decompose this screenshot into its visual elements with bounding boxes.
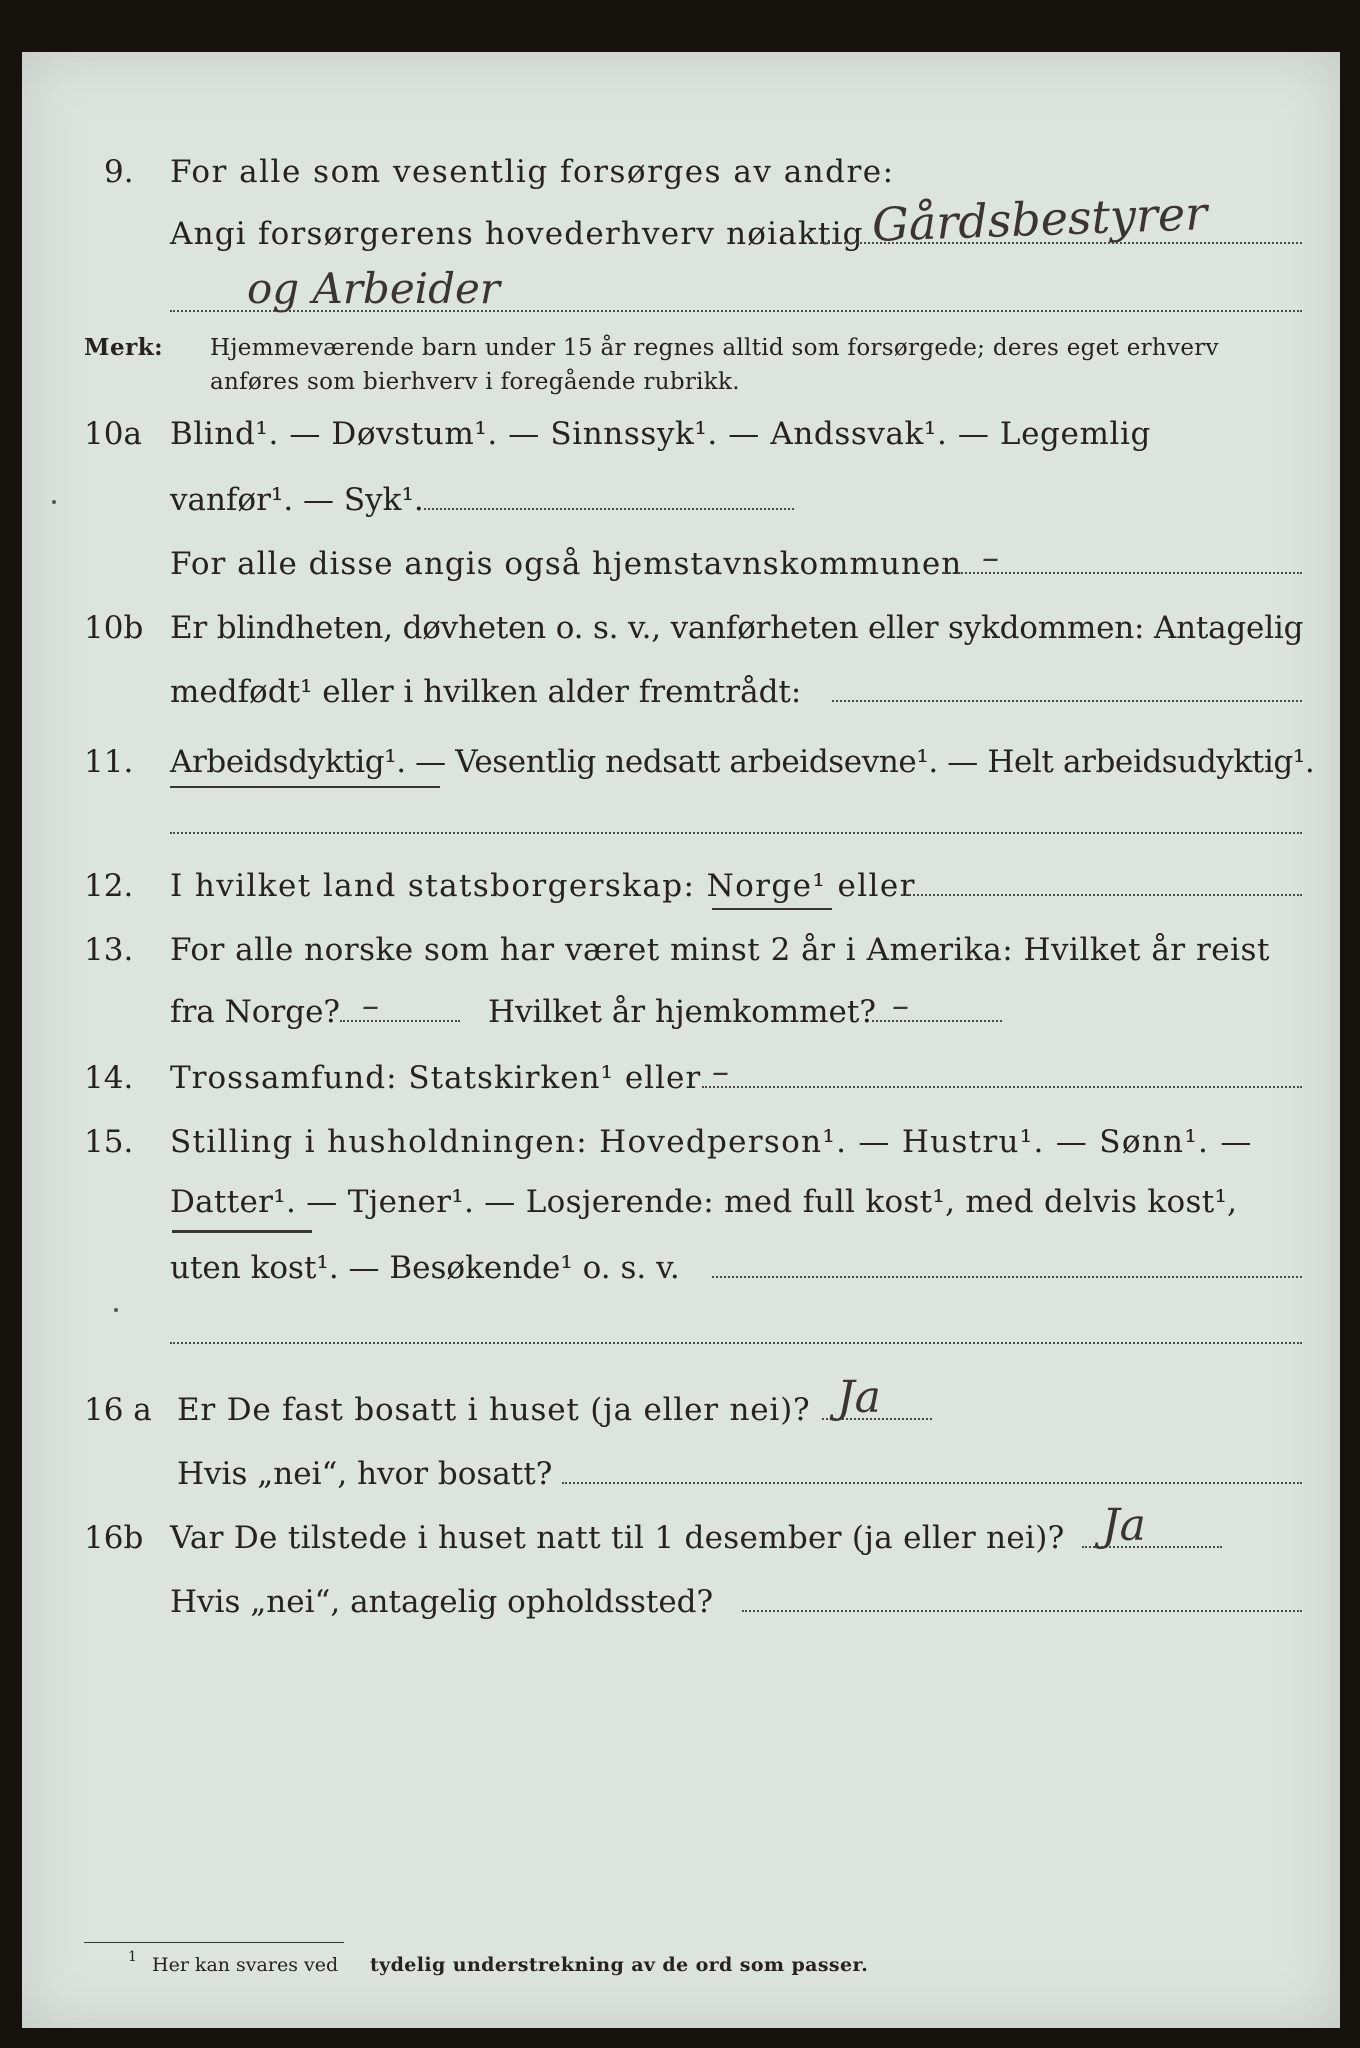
q15-line2: Datter¹. — Tjener¹. — Losjerende: med full kost¹, med delvis kost¹, — [170, 1184, 1238, 1220]
q16b-handwritten-answer: Ja — [1102, 1500, 1146, 1551]
q12-underline-norge — [712, 908, 832, 910]
merk-label: Merk: — [84, 334, 164, 361]
q9-number: 9. — [104, 154, 134, 190]
q16b-line1: Var De tilstede i huset natt til 1 desember (ja eller nei)? — [170, 1520, 1065, 1556]
q16a-line1: Er De fast bosatt i huset (ja eller nei)? — [177, 1392, 811, 1428]
q11-answer-line — [170, 832, 1302, 834]
footnote-text-plain: Her kan svares ved — [152, 1954, 339, 1976]
census-form-page — [22, 52, 1340, 2028]
q10a-number: 10a — [84, 416, 142, 452]
q12-line1: I hvilket land statsborgerskap: Norge¹ eller — [170, 868, 916, 904]
q15-line1: Stilling i husholdningen: Hovedperson¹. — Hustru¹. — Sønn¹. — — [170, 1124, 1253, 1160]
q10a-syk-answer-line — [424, 508, 794, 510]
q10b-line2: medfødt¹ eller i hvilken alder fremtrådt: — [170, 674, 802, 710]
q9-line2: Angi forsørgerens hovederhverv nøiaktig — [170, 216, 864, 252]
q10a-line1: Blind¹. — Døvstum¹. — Sinnssyk¹. — Andssvak¹. — Legemlig — [170, 416, 1151, 452]
q16a-line2: Hvis „nei“, hvor bosatt? — [177, 1456, 553, 1492]
q13-handwritten-hjemkommet: – — [892, 986, 909, 1026]
q11-number: 11. — [84, 744, 134, 780]
margin-mark — [114, 1308, 118, 1312]
q15-number: 15. — [84, 1124, 134, 1160]
q10b-line1: Er blindheten, døvheten o. s. v., vanførheten eller sykdommen: Antagelig — [170, 610, 1304, 646]
q13-number: 13. — [84, 932, 134, 968]
margin-mark — [52, 500, 56, 504]
q15-answer-line1 — [712, 1276, 1302, 1278]
q16b-answer-line2 — [742, 1610, 1302, 1612]
q15-answer-line2 — [170, 1342, 1302, 1344]
q13-line2a: fra Norge? — [170, 994, 341, 1030]
merk-line1: Hjemmeværende barn under 15 år regnes alltid som forsørgede; deres eget erhverv — [210, 335, 1219, 361]
q13-handwritten-reist: – — [362, 986, 379, 1026]
q16a-answer-line2 — [562, 1482, 1302, 1484]
q13-reist-answer-line — [340, 1020, 460, 1022]
merk-line2: anføres som bierhverv i foregående rubrikk. — [210, 369, 740, 395]
q15-underline-datter — [172, 1230, 312, 1233]
q10b-number: 10b — [84, 610, 144, 646]
q10b-answer-line — [832, 700, 1302, 702]
q16b-line2: Hvis „nei“, antagelig opholdssted? — [170, 1584, 714, 1620]
q14-handwritten-answer: – — [712, 1052, 729, 1092]
q11-line1: Arbeidsdyktig¹. — Vesentlig nedsatt arbeidsevne¹. — Helt arbeidsudyktig¹. — [170, 744, 1315, 780]
q12-answer-line — [902, 894, 1302, 896]
q9-handwritten-answer2: og Arbeider — [247, 264, 500, 313]
q16a-handwritten-answer: Ja — [837, 1372, 881, 1423]
q13-line2b: Hvilket år hjemkommet? — [488, 994, 876, 1030]
footnote-text-bold: tydelig understrekning av de ord som passer. — [370, 1954, 869, 1976]
q12-number: 12. — [84, 868, 134, 904]
q13-line1: For alle norske som har været minst 2 år i Amerika: Hvilket år reist — [170, 932, 1270, 968]
q11-underline-arbeidsdyktig — [170, 786, 440, 788]
q14-answer-line — [702, 1086, 1302, 1088]
q16b-number: 16b — [84, 1520, 144, 1556]
q10a-line3: For alle disse angis også hjemstavnskommunen — [170, 546, 963, 582]
q15-line3: uten kost¹. — Besøkende¹ o. s. v. — [170, 1250, 680, 1286]
footnote-rule — [84, 1942, 344, 1943]
footnote-mark: 1 — [128, 1949, 137, 1965]
q10a-handwritten-answer: – — [982, 538, 999, 578]
q9-handwritten-answer1: Gårdsbestyrer — [871, 186, 1209, 252]
q9-line1: For alle som vesentlig forsørges av andre: — [170, 154, 895, 190]
q16a-number: 16 a — [84, 1392, 152, 1428]
q14-number: 14. — [84, 1060, 134, 1096]
q14-line1: Trossamfund: Statskirken¹ eller — [170, 1060, 702, 1096]
q10a-line2: vanfør¹. — Syk¹. — [170, 482, 424, 518]
